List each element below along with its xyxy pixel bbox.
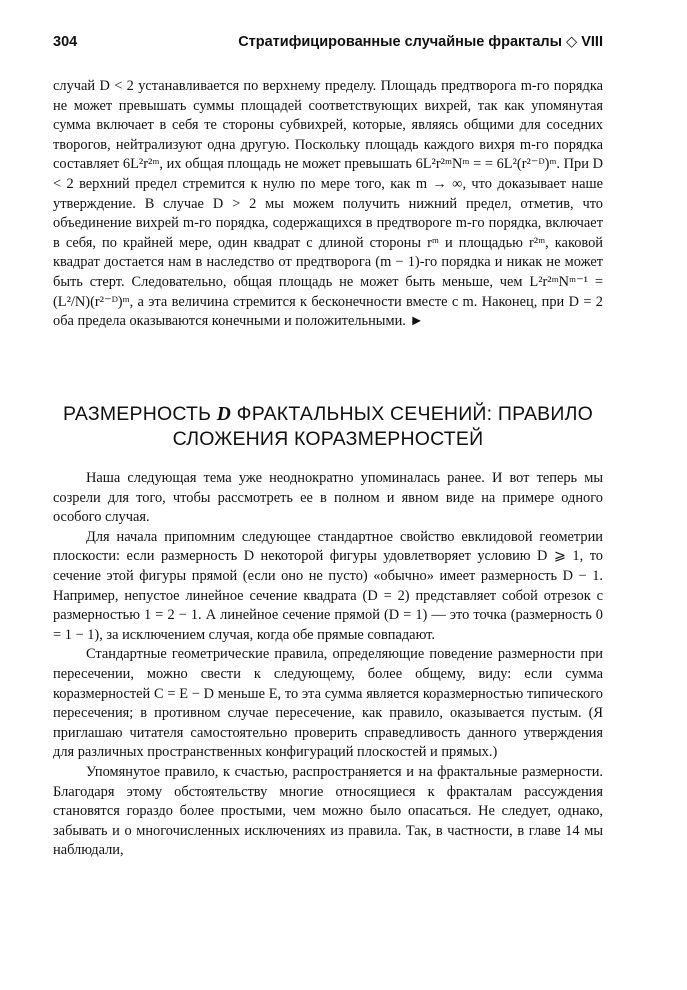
running-title: Стратифицированные случайные фракталы ◇ VIII [238,34,603,50]
intro-text: случай D < 2 устанавливается по верхнему пределу. Площадь предтворога m-го порядка не может превышать суммы площадей соответствующих вихрей, так как упомянутая сумма включает в себя те стороны субвихрей, которые, являясь общими для соседних творогов, нейтрализуют одна другую. Поскольку площадь каждого вихря m-го порядка составляет 6L²r²ᵐ, их общая площадь не может превышать 6L²r²ᵐNᵐ = = 6L²(r²⁻ᴰ)ᵐ. При D < 2 верхний предел стремится к нулю по мере того, как m → ∞, что доказывает наше утверждение. В случае D > 2 мы можем получить нижний предел, отметив, что объединение вихрей m-го порядка, содержащихся в предтвороге m-го порядка, включает в себя, по крайней мере, один квадрат с длиной стороны rᵐ и площадью r²ᵐ, каковой квадрат достается нам в наследство от предтворога (m − 1)-го порядка и никак не может быть стерт. Следовательно, общая площадь не может быть меньше, чем L²r²ᵐNᵐ⁻¹ = (L²/N)(r²⁻ᴰ)ᵐ, а эта величина стремится к бесконечности вместе с m. Наконец, при D = 2 оба предела оказываются конечными и положительными. ► [53,78,603,330]
section-title-post: ФРАКТАЛЬНЫХ СЕЧЕНИЙ: ПРАВИЛО [231,403,593,425]
paragraph: Упомянутое правило, к счастью, распространяется и на фрактальные размерности. Благодаря этому обстоятельству многие относящиеся к фракталам рассуждения становятся гораздо более простыми, чем можно было опасаться. Не следует, однако, забывать и о многочисленных исключениях из правила. Так, в частности, в главе 14 мы наблюдали, [53,763,603,859]
paragraph: Для начала припомним следующее стандартное свойство евклидовой геометрии плоскости: если размерность D некоторой фигуры удовлетворяет условию D ⩾ 1, то сечение этой фигуры прямой (если оно не пусто) «обычно» имеет размерность D − 1. Например, непустое линейное сечение квадрата (D = 2) представляет собой отрезок с размерностью 1 = 2 − 1. А линейное сечение прямой (D = 1) — это точка (размерность 0 = 1 − 1), за исключением случая, когда обе прямые совпадают. [53,528,603,643]
section-title-line2: СЛОЖЕНИЯ КОРАЗМЕРНОСТЕЙ [172,428,484,450]
section-title-line1 [53,402,603,427]
page-number: 304 [53,34,78,50]
body-text [53,469,603,861]
section-heading [53,402,603,451]
intro-paragraph [53,77,603,332]
section-title-pre: РАЗМЕРНОСТЬ [63,403,217,425]
paragraph: Наша следующая тема уже неоднократно упоминалась ранее. И вот теперь мы созрели для того, чтобы рассмотреть ее в полном и явном виде на примере одного особого случая. [53,470,603,526]
section-title-var: D [216,404,232,425]
paragraph: Стандартные геометрические правила, определяющие поведение размерности при пересечении, можно свести к следующему, более общему, виду: если сумма коразмерностей C = E − D меньше E, то эта сумма является коразмерностью типического пересечения; в противном случае пересечение, как правило, оказывается пустым. (Я приглашаю читателя самостоятельно проверить справедливость данного утверждения для различных пространственных конфигураций плоскостей и прямых.) [53,646,603,761]
page-header [53,34,603,54]
